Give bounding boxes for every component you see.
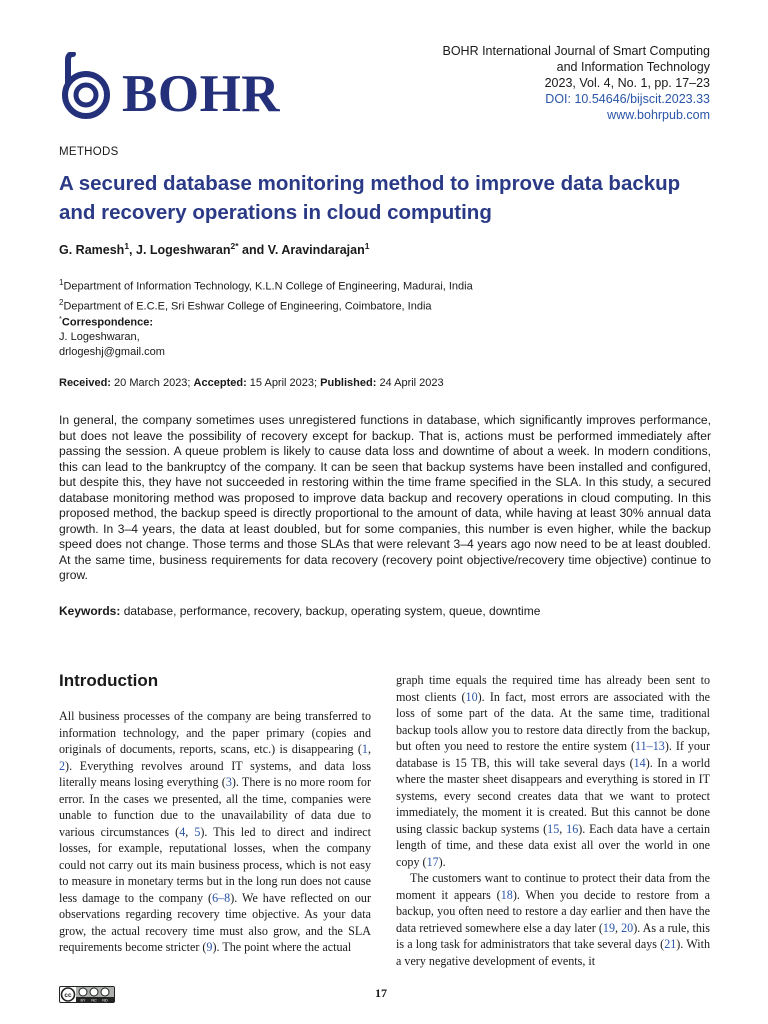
text-run: The customers want to continue to protect their data from the moment it appears ( bbox=[396, 871, 710, 902]
journal-volume: 2023, Vol. 4, No. 1, pp. 17–23 bbox=[544, 76, 710, 90]
text-run: graph time equals the required time has already been sent to most clients ( bbox=[396, 673, 710, 704]
affiliations bbox=[59, 275, 473, 314]
text-run: ). Everything revolves around IT systems, and data loss literally means losing everything ( bbox=[59, 758, 371, 789]
received-label: Received: bbox=[59, 377, 111, 389]
citation-link[interactable]: 3 bbox=[225, 775, 232, 789]
citation-link[interactable]: 21 bbox=[664, 937, 677, 951]
citation-link[interactable]: 19 bbox=[602, 920, 615, 935]
citation-link[interactable]: 18 bbox=[500, 887, 513, 902]
text-run: ). Each data have a certain length of time, and these data exist all over the world in one copy ( bbox=[396, 821, 711, 869]
affiliation-text: Department of E.C.E, Sri Eshwar College of Engineering, Coimbatore, India bbox=[63, 300, 432, 313]
article-type: METHODS bbox=[59, 146, 119, 158]
author-affiliation-mark: 2* bbox=[230, 241, 239, 251]
article-title: A secured database monitoring method to improve data backup and recovery operations in cloud computing bbox=[59, 172, 681, 224]
journal-name-line1: BOHR International Journal of Smart Computing bbox=[442, 44, 710, 58]
paragraph bbox=[396, 672, 710, 870]
published-label: Published: bbox=[320, 377, 377, 389]
keywords bbox=[59, 604, 540, 618]
body-column-left bbox=[59, 708, 371, 956]
accepted-label: Accepted: bbox=[193, 377, 247, 389]
text-run: ). This led to direct and indirect losses, for example, reputational losses, when the company could not carry out its main business process, which is not easy to measure in monetary terms but in the long run does not cause less damage to the company ( bbox=[59, 824, 371, 905]
text-run: ). As a rule, this is a long task for administrators that take several days ( bbox=[396, 920, 710, 951]
affiliation-text: Department of Information Technology, K.L.N College of Engineering, Madurai, India bbox=[63, 280, 473, 293]
doi-link[interactable]: DOI: 10.54646/bijscit.2023.33 bbox=[545, 92, 710, 106]
citation-link[interactable]: 15 bbox=[547, 821, 560, 836]
journal-info bbox=[443, 43, 711, 123]
author-list bbox=[59, 241, 369, 257]
text-run: ). In fact, most errors are associated with the loss of some part of the data. At the same time, traditional backup tools allow you to restore data directly from the backup, but often you need to restore the entire system ( bbox=[396, 689, 710, 753]
text-run: ). When you decide to restore from a backup, you often need to restore a day earlier and then have the data retrieved somewhere else a day later ( bbox=[396, 887, 710, 935]
author-affiliation-mark: 1 bbox=[364, 241, 370, 251]
text-run: ). In a world where the master sheet disappears and everything is stored in IT systems, every second creates data that we want to protect immediately, the moment it is created. But this cannot be done using classic backup systems ( bbox=[396, 755, 710, 836]
published-date: 24 April 2023 bbox=[379, 377, 444, 389]
section-heading-introduction: Introduction bbox=[59, 671, 159, 690]
text-run: , bbox=[614, 920, 622, 935]
cc-nd-label: ND bbox=[102, 998, 108, 1003]
citation-link[interactable]: 9 bbox=[206, 940, 213, 954]
affiliation-number: 1 bbox=[59, 278, 64, 287]
text-run: ). We have reflected on our observations regarding recovery time objective. As your data grow, the actual recovery time must also grow, and the SLA requirements become stricter ( bbox=[59, 890, 371, 954]
journal-name-line2: and Information Technology bbox=[556, 60, 710, 74]
citation-link[interactable]: 16 bbox=[566, 821, 579, 836]
correspondence-mark: * bbox=[59, 314, 62, 323]
citation-link[interactable]: 20 bbox=[621, 920, 634, 935]
text-run: , bbox=[559, 821, 567, 836]
text-run: , bbox=[367, 742, 371, 756]
received-date: 20 March 2023; bbox=[114, 377, 191, 389]
citation-link[interactable]: 2 bbox=[59, 758, 66, 773]
cc-by-nc-nd-icon bbox=[59, 986, 115, 1003]
text-run: ). bbox=[438, 854, 446, 869]
author-name: V. Aravindarajan bbox=[267, 243, 365, 258]
cc-text: cc bbox=[64, 992, 72, 999]
author-separator: , bbox=[129, 243, 136, 258]
affiliation-number: 2 bbox=[59, 297, 64, 307]
paragraph bbox=[59, 708, 371, 956]
bohr-logo bbox=[56, 52, 286, 122]
author-separator: and bbox=[238, 243, 268, 258]
correspondence bbox=[59, 312, 165, 359]
citation-link[interactable]: 1 bbox=[361, 742, 368, 756]
correspondence-label: Correspondence: bbox=[61, 316, 153, 329]
author-name: G. Ramesh bbox=[59, 243, 125, 258]
website-link[interactable]: www.bohrpub.com bbox=[607, 108, 710, 122]
citation-link[interactable]: 17 bbox=[426, 854, 439, 869]
correspondence-name: J. Logeshwaran, bbox=[59, 331, 140, 344]
citation-link[interactable]: 14 bbox=[633, 755, 646, 770]
body-column-right bbox=[396, 672, 710, 969]
citation-link[interactable]: 5 bbox=[194, 824, 201, 839]
paragraph bbox=[396, 870, 710, 969]
text-run: ). If your database is 15 TB, this will take several days ( bbox=[396, 739, 710, 770]
text-run: All business processes of the company are being transferred to information technology, and the paper primary (copies and originals of documents, reports, scans, etc.) is disappearing ( bbox=[59, 709, 371, 756]
citation-link[interactable]: 11–13 bbox=[635, 739, 665, 753]
cc-by-label: BY bbox=[80, 998, 86, 1003]
text-run: ). With a very negative development of events, it bbox=[396, 937, 710, 968]
bohr-wordmark: BOHR bbox=[122, 65, 281, 123]
citation-link[interactable]: 10 bbox=[465, 689, 478, 704]
cc-nc-label: NC bbox=[91, 998, 97, 1003]
cc-license-badge[interactable] bbox=[59, 986, 115, 1003]
page-number: 17 bbox=[375, 986, 387, 1000]
text-run: , bbox=[185, 824, 195, 839]
citation-link[interactable]: 4 bbox=[179, 824, 186, 839]
text-run: ). The point where the actual bbox=[212, 940, 352, 954]
abstract: In general, the company sometimes uses unregistered functions in database, which significantly improves performance, but does not leave the possibility of recovery except for backup. That is, actions must be performed immediately after passing the session. A queue problem is likely to cause data loss and downtime of about a week. In modern conditions, this can lead to the bankruptcy of the company. It can be seen that backup systems have been installed and configured, but despite this, they have not succeeded in restoring within the time frame specified in the SLA. In this study, a secured database monitoring method was proposed to improve data backup and recovery operations in cloud computing. In this proposed method, the backup speed is directly proportional to the amount of data, while having at least 30% annual data growth. In 3–4 years, the data at least doubled, but for some companies, this number is even higher, while the backup speed does not change. Those terms and those SLAs that were relevant 3–4 years ago now need to be at least doubled. At the same time, business requirements for data recovery (recovery point objective/recovery time objective) continue to grow. bbox=[59, 413, 711, 582]
bohr-logo-icon bbox=[56, 52, 122, 122]
author-affiliation-mark: 1 bbox=[124, 241, 130, 251]
accepted-date: 15 April 2023; bbox=[249, 377, 318, 389]
author-name: J. Logeshwaran bbox=[136, 243, 231, 258]
affiliation bbox=[59, 275, 473, 295]
text-run: ). There is no more room for error. In the cases we presented, all the time, companies were unable to function due to the unavailability of data due to various circumstances ( bbox=[59, 775, 371, 839]
correspondence-email[interactable]: drlogeshj@gmail.com bbox=[59, 345, 165, 358]
article-dates bbox=[59, 377, 444, 389]
keywords-label: Keywords: bbox=[59, 604, 121, 618]
keywords-text: database, performance, recovery, backup, operating system, queue, downtime bbox=[123, 604, 541, 618]
citation-link[interactable]: 6–8 bbox=[212, 890, 231, 905]
